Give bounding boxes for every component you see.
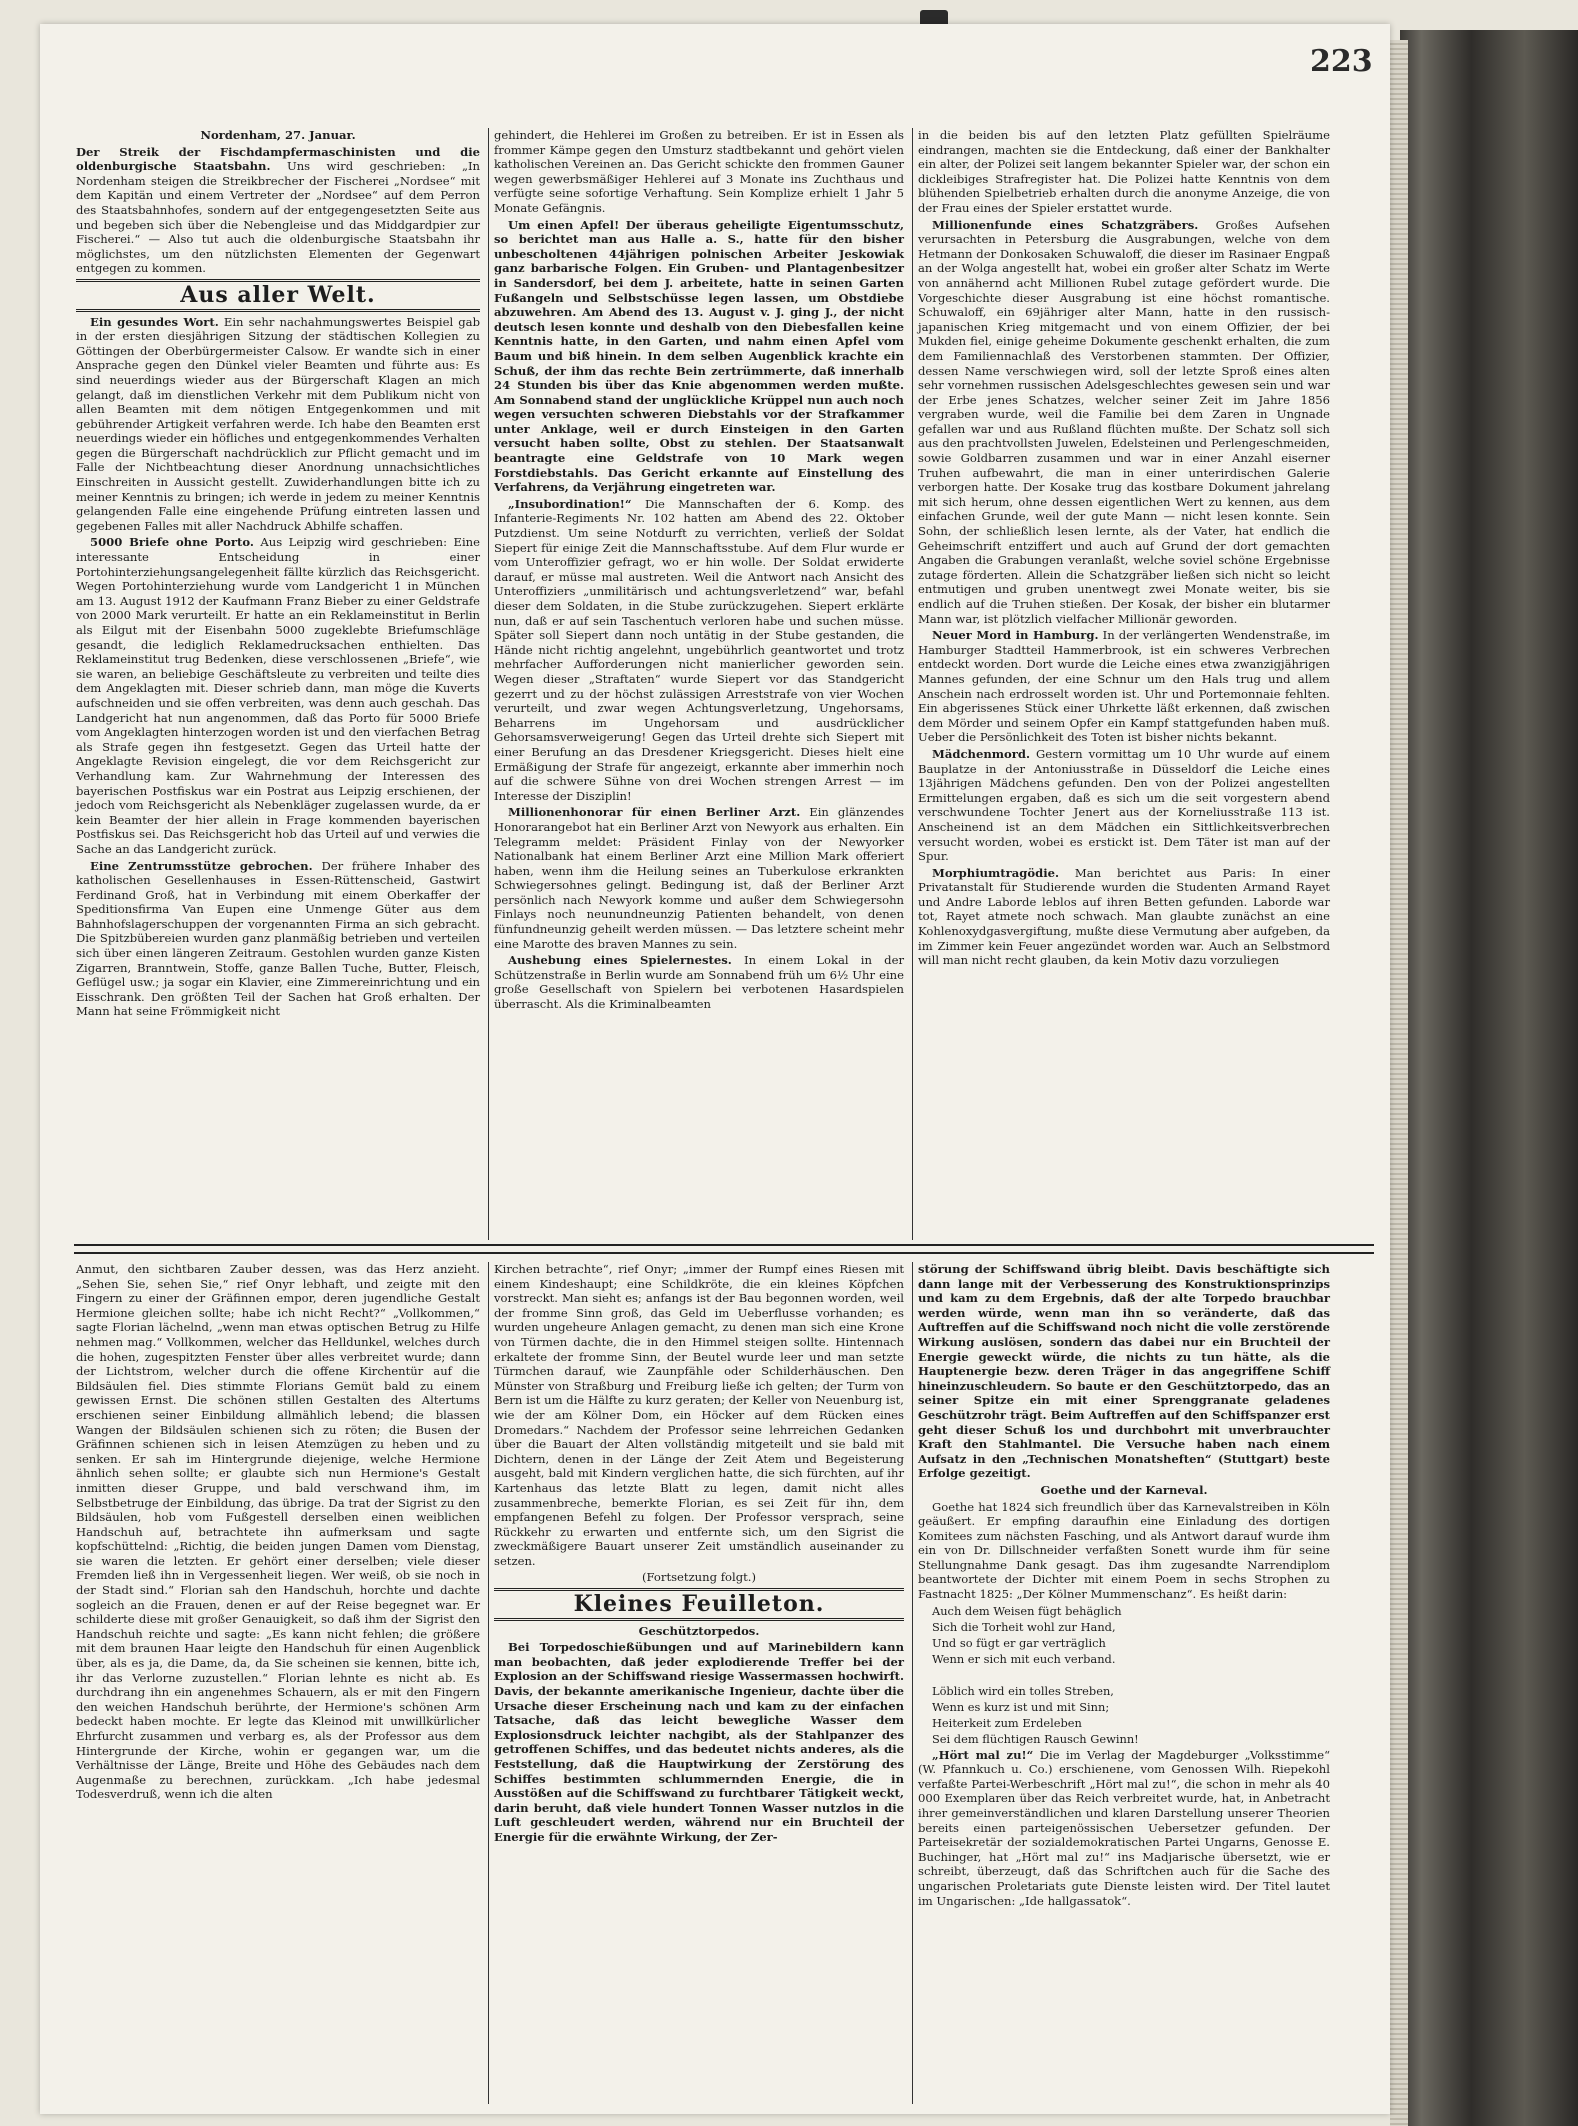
article-headline: „Insubordination!“	[508, 496, 632, 511]
column-rule	[488, 128, 489, 1240]
article-text: in die beiden bis auf den letzten Platz gefüllten Spielräume eindrangen, machten sie die Entdeckung, daß einer der Bankhalter ein alter, der Polizei seit langem bekannter Spieler war, der schon ein dickleibiges Strafregister hat. Die Polizei hatte Kenntnis von dem blühenden Spielbetrieb erhalten durch die anonyme Anzeige, die von der Frau eines der Spieler erstattet wurde.	[918, 128, 1330, 215]
novel-text: Kirchen betrachte“, rief Onyr; „immer der Rumpf eines Riesen mit einem Kindeshaupt; eine Schildkröte, die ein kleines Köpfchen vorstreckt. Man sieht es; anfangs ist der Bau begonnen worden, weil der fromme Sinn groß, das Geld im Ueberflusse vorhanden; es wurden ungeheure Anlagen gemacht, zu denen man sich eine Krone von Türmen dachte, die in den Himmel steigen sollte. Hintennach erkaltete der fromme Sinn, der Beutel wurde leer und man setzte Türmchen darauf, wie Zaunpfähle oder Schilderhäuschen. Den Münster von Straßburg und Freiburg ließe ich gelten; der Turm von Bern ist um die Hälfte zu kurz geraten; der Keller von Neuenburg ist, wie der am Kölner Dom, ein Höcker auf dem Rücken eines Dromedars.“ Nachdem der Professor seine lehrreichen Gedanken über die Bauart der Alten vollständig mitgeteilt und sie bald mit Dichtern, denen in der Länge der Zeit Atem und Begeisterung ausgeht, bald mit Kindern verglichen hatte, die sich fürchten, auf ihr Kartenhaus das letzte Blatt zu legen, damit nicht alles zusammenbreche, bemerkte Florian, es sei Zeit für ihn, dem empfangenen Befehl zu folgen. Der Professor versprach, seine Rückkehr zu erwarten und entfernte sich, um den Sigrist die zweckmäßigere Bauart unserer Zeit umständlich auseinander zu setzen.	[494, 1262, 904, 1568]
article-headline: Geschütztorpedos.	[638, 1623, 760, 1638]
poem-line: Auch dem Weisen fügt behäglich	[932, 1603, 1122, 1618]
poem-line: Sich die Torheit wohl zur Hand,	[932, 1619, 1116, 1634]
strike-headline: Der Streik der Fischdampfermaschinisten und die oldenburgische Staatsbahn.	[76, 144, 480, 174]
rule	[76, 309, 480, 312]
page-number: 223	[1310, 44, 1373, 79]
article-text: Goethe hat 1824 sich freundlich über das Karnevalstreiben in Köln geäußert. Er empfing daraufhin eine Einladung des dortigen Komitees zum nächsten Fasching, und als Antwort darauf wurde ihm ein von Dr. Dillschneider verfaßten Sonett wurde ihm für seine Stellungnahme Dank gesagt. Das ihm zugesandte Narrendiplom beantwortete der Dichter mit einem Poem in sechs Strophen zu Fastnacht 1825: „Der Kölner Mummenschanz“. Es heißt darin:	[918, 1499, 1330, 1602]
article-text: gehindert, die Hehlerei im Großen zu betreiben. Er ist in Essen als frommer Kämpe gegen den Umsturz stadtbekannt und gehört vielen katholischen Vereinen an. Das Gericht schickte den frommen Gauner wegen gewerbsmäßiger Hehlerei auf 3 Monate ins Zuchthaus und verfügte seine sofortige Verhaftung. Sein Komplize erhielt 1 Jahr 5 Monate Gefängnis.	[494, 128, 904, 215]
article-text: Ein glänzendes Honorarangebot hat ein Berliner Arzt von Newyork aus erhalten. Ein Telegramm meldet: Präsident Finlay von der Newyorker Nationalbank hat einem Berliner Arzt eine Million Mark offeriert haben, wenn ihm die Heilung seines an Tuberkulose erkrankten Schwiegersohnes gelingt. Bedingung ist, daß der Berliner Arzt persönlich nach Newyork komme und außer dem Schwiegersohn Finlays noch neunundneunzig Patienten behandelt, von denen fünfundneunzig geheilt werden müssen. — Das letztere scheint mehr eine Marotte des braven Mannes zu sein.	[494, 805, 904, 951]
article-headline: Millionenhonorar für einen Berliner Arzt.	[508, 805, 801, 820]
article-headline: Goethe und der Karneval.	[1040, 1482, 1208, 1497]
bottom-column-1	[76, 1262, 480, 1804]
column-rule	[912, 128, 913, 1240]
article-text: Die im Verlag der Magdeburger „Volksstimme“ (W. Pfannkuch u. Co.) erschienene, vom Genossen Wilh. Riepekohl verfaßte Partei-Werbeschrift „Hört mal zu!“, die schon in mehr als 40 000 Exemplaren über das Reich verbreitet wurde, hat, in Anbetracht ihrer gemeinverständlichen und klaren Darstellung unserer Theorien bereits einen parteigenössischen Uebersetzer gefunden. Der Parteisekretär der sozialdemokratischen Partei Ungarns, Genosse E. Buchinger, hat „Hört mal zu!“ ins Madjarische übersetzt, wie er schreibt, überzeugt, daß das Schriftchen auch für die Sache des ungarischen Proletariats gute Dienste leisten wird. Der Titel lautet im Ungarischen: „Ide hallgassatok“.	[918, 1747, 1331, 1908]
poem-line: Wenn es kurz ist und mit Sinn;	[932, 1699, 1110, 1714]
bottom-column-2	[494, 1262, 904, 1847]
feuilleton-title: Kleines Feuilleton.	[573, 1591, 825, 1618]
article-headline: Morphiumtragödie.	[932, 865, 1060, 880]
poem-line: Löblich wird ein tolles Streben,	[932, 1683, 1114, 1698]
strike-text: Uns wird geschrieben: „In Nordenham steigen die Streikbrecher der Fischerei „Nordsee“ mit dem Kapitän und einem Vertreter der „Nordsee“ auf dem Perron des Staatsbahnhofes, sondern auf der entgegengesetzten Seite aus und begeben sich über die Nebengleise und das Middgardpier zur Fischerei.“ — Also tut auch die oldenburgische Staatsbahn ihr möglichstes, um den nützlichsten Elementen der Gegenwart entgegen zu kommen.	[76, 159, 480, 276]
article-text: Bei Torpedoschießübungen und auf Marinebildern kann man beobachten, daß jeder explodierende Treffer bei der Explosion an der Schiffswand riesige Wassermassen hochwirft. Davis, der bekannte amerikanische Ingenieur, dachte über die Ursache dieser Erscheinung nach und kam zu der einfachen Tatsache, daß das leicht bewegliche Wasser dem Explosionsdruck leichter nachgibt, als der Stahlpanzer des getroffenen Schiffes, und das bedeutet nichts anderes, als die Feststellung, daß die Hauptwirkung der Zerstörung des Schiffes bestimmten schlummernden Energie, die in Ausstößen auf die Schiffswand zu furchtbarer Tätigkeit weckt, darin beruht, daß viele hundert Tonnen Wasser nutzlos in die Luft geschleudert werden, während nur ein Bruchteil der Energie für die erwähnte Wirkung, der Zer-	[494, 1640, 904, 1844]
column-rule	[912, 1262, 913, 2104]
article-text: In der verlängerten Wendenstraße, im Hamburger Stadtteil Hammerbrook, ist ein schweres Verbrechen entdeckt worden. Dort wurde die Leiche eines etwa zwanzigjährigen Mannes gefunden, der eine Schnur um den Hals trug und allem Anschein nach erdrosselt worden ist. Uhr und Portemonnaie fehlten. Ein abgerissenes Stück einer Uhrkette läßt erkennen, daß zwischen dem Mörder und seinem Opfer ein Kampf stattgefunden haben muß. Ueber die Persönlichkeit des Toten ist bisher nichts bekannt.	[918, 628, 1330, 745]
poem-line: Und so fügt er gar verträglich	[932, 1635, 1106, 1650]
article-headline: Neuer Mord in Hamburg.	[932, 628, 1099, 643]
article-headline: Um einen Apfel!	[508, 217, 620, 232]
dateline: Nordenham, 27. Januar.	[200, 128, 356, 142]
article-text: störung der Schiffswand übrig bleibt. Davis beschäftigte sich dann lange mit der Verbesserung des Konstruktionsprinzips und kam zu dem Ergebnis, daß der alte Torpedo brauchbar werden würde, wenn man ihn so veränderte, daß das Auftreffen auf die Schiffswand noch nicht die volle zerstörende Wirkung auslösen, sondern das dabei nur ein Bruchteil der Energie geweckt würde, die nichts zu tun hätte, als die Hauptenergie bezw. deren Träger in das angegriffene Schiff hineinzuschleudern. So baute er den Geschütztorpedo, das an seiner Spitze ein mit einer Sprenggranate geladenes Geschützrohr trägt. Beim Auftreffen auf den Schiffspanzer erst geht dieser Schuß los und durchbohrt mit unverbrauchter Kraft den Stahlmantel. Die Versuche haben nach einem Aufsatz in den „Technischen Monatsheften“ (Stuttgart) beste Erfolge gezeitigt.	[918, 1262, 1330, 1481]
article-text: Der frühere Inhaber des katholischen Gesellenhauses in Essen-Rüttenscheid, Gastwirt Ferdinand Groß, hat in Verbindung mit einem Oberkaffer der Speditionsfirma Van Eupen eine Unmenge Güter aus dem Bahnhofslagerschuppen der vorgenannten Firma an sich gebracht. Die Spitzbübereien wurden ganz planmäßig betrieben und verteilen sich über einen längeren Zeitraum. Gestohlen wurden ganze Kisten Zigarren, Branntwein, Stoffe, ganze Ballen Tuche, Butter, Fleisch, Geflügel usw.; ja sogar ein Klavier, eine Zimmereinrichtung und ein Eisschrank. Den größten Teil der Sachen hat Groß erhalten. Der Mann hat seine Frömmigkeit nicht	[76, 858, 480, 1019]
book-binding	[1400, 30, 1578, 2126]
article-text: Die Mannschaften der 6. Komp. des Infanterie-Regiments Nr. 102 hatten am Abend des 22. Oktober Putzdienst. Um seine Notdurft zu verrichten, verließ der Soldat Siepert für einige Zeit die Mannschaftsstube. Auf dem Flur wurde er vom Unteroffizier gefragt, wo er hin wolle. Der Soldat erwiderte darauf, er müsse mal austreten. Weil die Antwort nach Ansicht des Unteroffiziers „unmilitärisch und achtungsverletzend“ war, befahl dieser dem Soldaten, in die Stube zurückzugehen. Siepert erklärte nun, daß er auf sein Taschentuch verloren habe und suchen müsse. Später soll Siepert dann noch untätig in der Stube gestanden, die Hände nicht richtig angelehnt, ungebührlich geantwortet und trotz mehrfacher Aufforderungen nicht manierlicher geworden sein. Wegen dieser „Straftaten“ wurde Siepert vor das Standgericht gezerrt und zu der höchst zulässigen Arreststrafe von vier Wochen verurteilt, und zwar wegen Achtungsverletzung, Ungehorsams, Beharrens im Ungehorsam und ausdrücklicher Gehorsamsverweigerung! Gegen das Urteil drehte sich Siepert mit einer Berufung an das Dresdener Kriegsgericht. Dieses hielt eine Ermäßigung der Strafe für angezeigt, erkannte aber immerhin noch auf die schwere Sühne von drei Wochen strengen Arrest — im Interesse der Disziplin!	[494, 496, 904, 803]
section-title: Aus aller Welt.	[180, 281, 376, 308]
article-text: Man berichtet aus Paris: In einer Privatanstalt für Studierende wurden die Studenten Armand Rayet und Andre Laborde leblos auf ihren Betten gefunden. Laborde war tot, Rayet atmete noch schwach. Man glaubte zunächst an eine Kohlenoxydgasvergiftung, mußte diese Vermutung aber aufgeben, da im Zimmer kein Feuer angezündet worden war. Auch an Selbstmord will man nicht recht glauben, da kein Motiv dazu vorzuliegen	[918, 865, 1331, 968]
article-text: Ein sehr nachahmungswertes Beispiel gab in der ersten diesjährigen Sitzung der städtischen Kollegien zu Göttingen der Oberbürgermeister Calsow. Er wandte sich in einer Ansprache gegen den Dünkel vieler Beamten und führte aus: Es sind neuerdings wieder aus der Bürgerschaft Klagen an mich gelangt, daß im dienstlichen Verkehr mit dem Publikum nicht von allen Beamten mit dem nötigen Entgegenkommen und mit gebührender Artigkeit verfahren werde. Ich habe den Beamten erst neuerdings wieder ein höfliches und entgegenkommendes Verhalten gegen die Bürgerschaft nachdrücklich zur Pflicht gemacht und im Falle der Nichtbeachtung dieser Anordnung unnachsichtliches Einschreiten in Aussicht gestellt. Zuwiderhandlungen bitte ich zu meiner Kenntnis zu bringen; ich werde in jedem zu meiner Kenntnis gelangenden Falle eine eingehende Prüfung eintreten lassen und gegebenen Falles mit aller Nachdruck Abhilfe schaffen.	[76, 314, 481, 533]
article-text: Großes Aufsehen verursachten in Petersburg die Ausgrabungen, welche von dem Hetmann der Donkosaken Schuwaloff, die dieser im Rasinaer Engpaß an der Wolga angestellt hat, wobei ein großer alter Schatz im Werte von annähernd acht Millionen Rubel zutage gefördert wurde. Die Vorgeschichte dieser Ausgrabung ist eine höchst romantische. Schuwaloff, ein 69jähriger alter Mann, hatte in den russisch-japanischen Krieg mitgemacht und von einem Offizier, der bei Mukden fiel, einige geheime Dokumente geschenkt erhalten, die zum dem Familiennachlaß des Verstorbenen stammten. Der Offizier, dessen Name verschwiegen wird, soll der letzte Sproß eines alten sehr vornehmen russischen Adelsgeschlechtes gewesen sein und war der Erbe jenes Schatzes, welcher seiner Zeit im Jahre 1856 vergraben wurde, weil die Familie bei dem Zaren in Ungnade gefallen war und aus Rußland flüchten mußte. Der Schatz soll sich aus den prachtvollsten Juwelen, Edelsteinen und Perlengeschmeiden, sowie Goldbarren zusammen und war in einer Anzahl eiserner Truhen aufbewahrt, die man in einer unterirdischen Galerie verborgen hatte. Der Kosake trug das kostbare Dokument jahrelang mit sich herum, ohne dessen eigentlichen Wert zu kennen, aus dem einfachen Grunde, weil der gute Mann — nicht lesen konnte. Sein Sohn, der schließlich lesen lernte, als der Vater, hat endlich die Geheimschrift entziffert und auch auf Grund der dort gemachten Angaben die Grabungen veranlaßt, welche soviel schöne Ergebnisse zutage förderten. Allein die Schatzgräber ließen sich nicht so leicht entmutigen und gruben unentwegt zwei Monate weiter, bis sie endlich auf die Truhen stießen. Der Kosak, der bisher ein blutarmer Mann war, ist plötzlich vielfacher Millionär geworden.	[918, 217, 1331, 626]
bottom-column-3	[918, 1262, 1330, 1910]
top-column-1	[76, 128, 480, 1021]
article-headline: Millionenfunde eines Schatzgräbers.	[932, 217, 1199, 232]
novel-text: Anmut, den sichtbaren Zauber dessen, was das Herz anzieht. „Sehen Sie, sehen Sie,“ rief Onyr lebhaft, und zeigte mit den Fingern zu einer der Gräfinnen empor, deren jugendliche Gestalt Hermione gleichen sollte; habe ich nicht Recht?“ „Vollkommen,“ sagte Florian lächelnd, „wenn man etwas optischen Betrug zu Hilfe nehmen mag.“ Vollkommen, welcher das Helldunkel, welches durch die hohen, zugespitzten Fenster über alles verbreitet wurde; dann der Lichtstrom, welcher durch die offene Kirchentür auf die Bildsäulen fiel. Dies stimmte Florians Gemüt bald zu einem gewissen Ernst. Die schönen stillen Gestalten des Altertums erschienen seiner Einbildung allmählich lebend; die blassen Wangen der Bildsäulen schienen sich zu röten; die Busen der Gräfinnen schienen sich in leisen Atemzügen zu heben und zu senken. Er sah im Hintergrunde diejenige, welche Hermione ähnlich sehen sollte; er glaubte sich nun Hermione's Gestalt inmitten dieser Gruppe, und bald verschwand ihm, im Selbstbetruge der Einbildung, das übrige. Da trat der Sigrist zu den Bildsäulen, hob vom Fußgestell derselben einen weiblichen Handschuh auf, betrachtete ihn aufmerksam und sagte kopfschüttelnd: „Richtig, die beiden jungen Damen vom Dienstag, sie waren die letzten. Er gehört einer derselben; viele dieser Fremden ließ ihn in Vergessenheit liegen. Wer weiß, ob sie noch in der Stadt sind.“ Florian sah den Handschuh, horchte und dachte sogleich an die Frauen, denen er auf der Reise begegnet war. Er schilderte diese mit großer Genauigkeit, so daß ihm der Sigrist den Handschuh reichte und sagte: „Es kann nicht fehlen; die größere mit dem braunen Haar leigte den Handschuh für einen Augenblick über, als es ja, die Dame, da, da Sie scheinen sie kennen, bitte ich, ihr das Verlorne zuzustellen.“ Florian lehnte es nicht ab. Es durchdrang ihn ein angenehmes Schauern, als er mit den Fingern den weichen Handschuh berührte, der Hermione's schönen Arm bedeckt haben mochte. Er legte das Kleinod mit unwillkürlicher Ehrfurcht zusammen und verbarg es, als der Professor aus dem Hintergrunde der Kirche, wohin er gegangen war, um die Verhältnisse der Länge, Breite und Höhe des Gebäudes nach dem Augenmaße zu berechnen, zurückkam. „Ich habe jedesmal Todesverdruß, wenn ich die alten	[76, 1262, 480, 1802]
article-headline: Eine Zentrumsstütze gebrochen.	[90, 858, 313, 873]
poem-line: Heiterkeit zum Erdeleben	[932, 1715, 1082, 1730]
feuilleton-separator	[74, 1244, 1374, 1254]
article-headline: 5000 Briefe ohne Porto.	[90, 535, 254, 550]
rule	[494, 1618, 904, 1621]
article-headline: Aushebung eines Spielernestes.	[508, 953, 732, 968]
column-rule	[488, 1262, 489, 2104]
poem-line: Sei dem flüchtigen Rausch Gewinn!	[932, 1731, 1139, 1746]
poem-line: Wenn er sich mit euch verband.	[932, 1651, 1116, 1666]
article-text: Der überaus geheiligte Eigentumsschutz, so berichtet man aus Halle a. S., hatte für den bisher unbescholtenen 44jährigen polnischen Arbeiter Jeskowiak ganz barbarische Folgen. Ein Gruben- und Plantagenbesitzer in Sandersdorf, bei dem J. arbeitete, hatte in seinen Garten Fußangeln und Selbstschüsse legen lassen, um Obstdiebe abzuwehren. Am Abend des 13. August v. J. ging J., der nicht deutsch lesen konnte und deshalb von den Diebesfallen keine Kenntnis hatte, in den Garten, und nahm einen Apfel vom Baum und biß hinein. In dem selben Augenblick krachte ein Schuß, der ihm das rechte Bein zertrümmerte, daß innerhalb 24 Stunden bis über das Knie abgenommen werden mußte. Am Sonnabend stand der unglückliche Krüppel nun auch noch wegen versuchten schweren Diebstahls vor der Strafkammer unter Anklage, weil er durch Einsteigen in den Garten versucht haben sollte, Obst zu stehlen. Der Staatsanwalt beantragte eine Geldstrafe von 10 Mark wegen Forstdiebstahls. Das Gericht erkannte auf Einstellung des Verfahrens, da Verjährung eingetreten war.	[494, 217, 904, 495]
poem-line	[918, 1668, 1330, 1682]
article-headline: „Hört mal zu!“	[932, 1747, 1034, 1762]
article-text: In einem Lokal in der Schützenstraße in Berlin wurde am Sonnabend früh um 6½ Uhr eine große Gesellschaft von Spielern bei verbotenen Hasardspielen überrascht. Als die Kriminalbeamten	[494, 953, 904, 1012]
article-headline: Mädchenmord.	[932, 746, 1030, 761]
continued-note: (Fortsetzung folgt.)	[641, 1570, 756, 1585]
article-text: Gestern vormittag um 10 Uhr wurde auf einem Bauplatze in der Antoniusstraße in Düsseldorf die Leiche eines 13jährigen Mädchens gefunden. Den von der Polizei angestellten Ermittelungen ergaben, daß es sich um die seit vorgestern abend verschwundene Tochter Jenert aus der Korneliusstraße 113 ist. Anscheinend ist an dem Mädchen ein Sittlichkeitsverbrechen versucht worden, wobei es erstickt ist. Dem Täter ist man auf der Spur.	[918, 746, 1331, 864]
article-text: Aus Leipzig wird geschrieben: Eine interessante Entscheidung in einer Portohinterziehungsangelegenheit fällte kürzlich das Reichsgericht. Wegen Portohinterziehung wurde vom Landgericht 1 in München am 13. August 1912 der Kaufmann Franz Bieber zu einer Geldstrafe von 2000 Mark verurteilt. Er hatte an ein Reklameinstitut in Berlin als Eilgut mit der Eisenbahn 5000 zugeklebte Briefumschläge gesandt, die lediglich Reklamedrucksachen enthielten. Das Reklameinstitut trug Bedenken, diese verschlossenen „Briefe“, wie sie waren, an beliebige Geschäftsleute zu verbreiten und teilte dies dem Angeklagten mit. Dieser schrieb dann, man möge die Kuverts aufschneiden und sie offen verbreiten, was denn auch geschah. Das Landgericht hat nun angenommen, daß das Porto für 5000 Briefe vom Angeklagten hinterzogen worden ist und den vierfachen Betrag als Strafe gegen ihn festgesetzt. Gegen das Urteil hatte der Angeklagte Revision eingelegt, die vor dem Reichsgericht zur Verhandlung kam. Zur Wahrnehmung der Interessen des bayerischen Postfiskus war ein Postrat aus Leipzig erschienen, der jedoch vom Reichsgericht als Nebenkläger zugelassen wurde, da er kein Beamter der hier allein in Frage kommenden bayerischen Postfiskus sei. Das Reichsgericht hob das Urteil auf und verwies die Sache an das Landgericht zurück.	[76, 535, 480, 856]
poem	[918, 1604, 1330, 1746]
page-edges	[1390, 40, 1408, 2126]
top-column-3	[918, 128, 1330, 970]
article-headline: Ein gesundes Wort.	[90, 314, 219, 329]
top-column-2	[494, 128, 904, 1014]
